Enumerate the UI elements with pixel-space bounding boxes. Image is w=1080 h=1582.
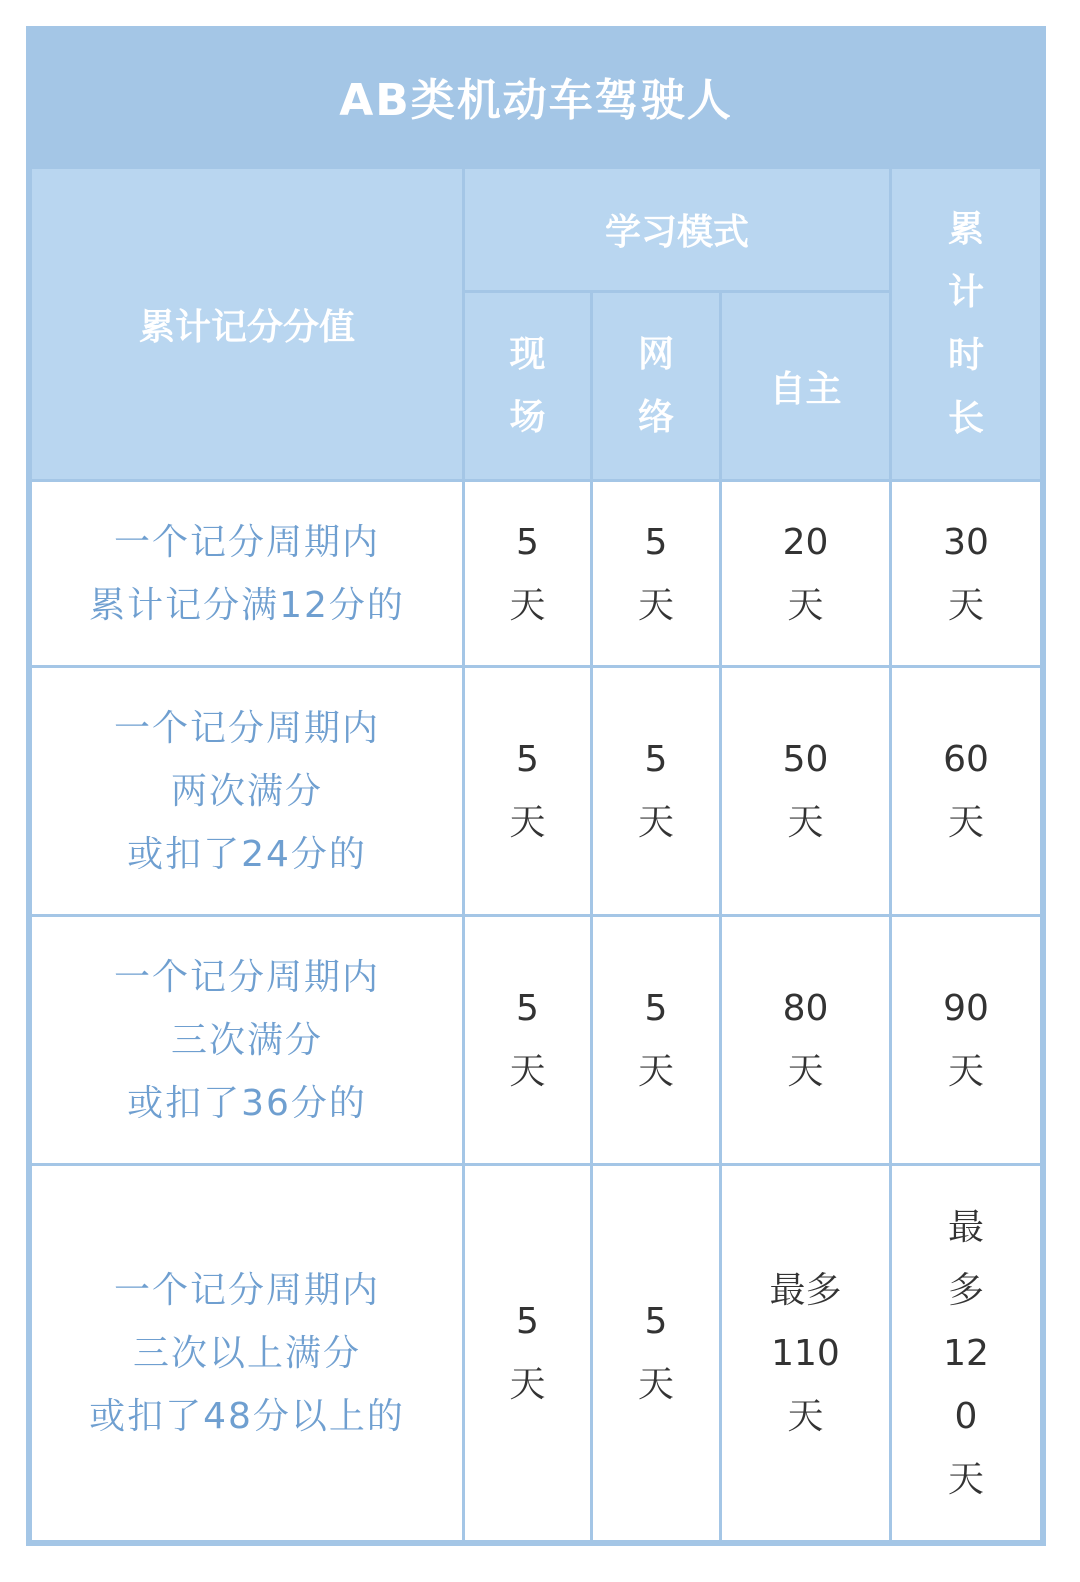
desc-line: 或扣了36分的 — [127, 1082, 367, 1124]
table-row-4-desc — [32, 1166, 462, 1540]
desc-line: 累计记分满12分的 — [89, 584, 405, 626]
table-row-4-online — [593, 1166, 719, 1540]
header-mode-online-label — [638, 323, 674, 449]
header-mode-online — [593, 293, 719, 479]
value-text: 多 — [947, 1269, 984, 1311]
value-text: 5 — [644, 988, 668, 1029]
value-text: 天 — [637, 1364, 674, 1405]
value-text: 天 — [787, 802, 824, 843]
table-row-1-total — [892, 482, 1040, 665]
table-frame — [26, 26, 1046, 1546]
header-study-mode-label: 学习模式 — [604, 212, 749, 253]
header-mode-self — [722, 293, 889, 479]
value-cell — [943, 977, 989, 1103]
value-text: 天 — [947, 802, 984, 843]
value-text: 5 — [644, 1301, 668, 1342]
value-text: 12 — [943, 1332, 989, 1374]
header-char: 累 — [947, 209, 984, 250]
header-char: 络 — [637, 397, 674, 438]
header-mode-onsite — [465, 293, 590, 479]
table-row-3-onsite — [465, 917, 590, 1163]
header-total-col — [892, 169, 1040, 479]
desc-line: 或扣了24分的 — [127, 833, 367, 875]
value-text: 天 — [947, 1458, 984, 1500]
table-row-2-total — [892, 668, 1040, 914]
table-row-1-online — [593, 482, 719, 665]
desc-line: 三次以上满分 — [132, 1332, 361, 1374]
desc-line: 一个记分周期内 — [113, 1269, 380, 1311]
header-char: 长 — [947, 398, 984, 439]
value-text: 5 — [516, 988, 539, 1029]
value-text: 天 — [637, 802, 674, 843]
row-description — [89, 511, 405, 637]
value-cell — [783, 728, 829, 854]
value-text: 5 — [516, 521, 539, 563]
value-text: 50 — [782, 739, 829, 780]
value-cell — [943, 728, 989, 854]
row-description — [114, 946, 380, 1135]
value-cell — [783, 511, 829, 637]
row-description — [114, 697, 380, 886]
table-row-2-desc — [32, 668, 462, 914]
header-char: 网 — [637, 334, 674, 375]
value-text: 天 — [787, 584, 824, 626]
header-char: 场 — [509, 397, 546, 438]
value-text: 5 — [516, 1301, 539, 1342]
header-total-col-label — [948, 198, 984, 450]
desc-line: 一个记分周期内 — [113, 521, 380, 563]
header-mode-self-label: 自主 — [769, 368, 842, 410]
value-text: 最 — [947, 1206, 984, 1248]
table-row-1-self — [722, 482, 889, 665]
desc-line: 两次满分 — [170, 770, 323, 812]
value-text: 天 — [787, 1051, 824, 1092]
table-row-4-onsite — [465, 1166, 590, 1540]
value-text: 5 — [644, 521, 668, 563]
value-cell — [638, 728, 674, 854]
table-row-4-total — [892, 1166, 1040, 1540]
value-cell — [509, 728, 545, 854]
row-description — [89, 1259, 405, 1448]
value-text: 天 — [509, 584, 546, 626]
header-score-col — [32, 169, 462, 479]
value-text: 5 — [516, 739, 539, 780]
table-row-3-self — [722, 917, 889, 1163]
value-text: 30 — [943, 521, 989, 563]
desc-line: 一个记分周期内 — [113, 956, 380, 998]
value-text: 110 — [771, 1332, 840, 1374]
value-cell — [769, 1259, 841, 1448]
value-cell — [509, 1290, 545, 1416]
table-row-2-self — [722, 668, 889, 914]
value-text: 80 — [782, 988, 829, 1029]
table-row-4-self — [722, 1166, 889, 1540]
desc-line: 或扣了48分以上的 — [89, 1395, 405, 1437]
table-row-3-total — [892, 917, 1040, 1163]
table-row-3-online — [593, 917, 719, 1163]
value-text: 5 — [644, 739, 668, 780]
table-row-3-desc — [32, 917, 462, 1163]
header-char: 现 — [509, 334, 546, 375]
value-text: 90 — [943, 988, 989, 1029]
value-cell — [638, 1290, 674, 1416]
value-cell — [509, 977, 545, 1103]
value-text: 天 — [947, 584, 984, 626]
value-text: 天 — [947, 1051, 984, 1092]
value-text: 天 — [787, 1395, 824, 1437]
value-text: 天 — [637, 584, 674, 626]
header-score-col-label: 累计记分分值 — [138, 306, 355, 348]
value-cell — [783, 977, 829, 1103]
value-text: 0 — [954, 1395, 978, 1437]
desc-line: 三次满分 — [170, 1019, 323, 1061]
value-text: 天 — [637, 1051, 674, 1092]
table-row-1-desc — [32, 482, 462, 665]
value-text: 60 — [943, 739, 989, 780]
value-cell — [638, 511, 674, 637]
header-char: 计 — [947, 272, 984, 313]
header-study-mode — [465, 169, 889, 290]
value-cell — [638, 977, 674, 1103]
value-text: 天 — [509, 1051, 546, 1092]
desc-line: 一个记分周期内 — [113, 707, 380, 749]
table-title: AB类机动车驾驶人 — [339, 75, 733, 126]
header-mode-onsite-label — [509, 323, 545, 449]
value-text: 天 — [509, 802, 546, 843]
value-cell — [509, 511, 545, 637]
value-cell — [943, 511, 989, 637]
value-text: 最多 — [769, 1269, 842, 1311]
value-text: 20 — [782, 521, 829, 563]
table-row-2-onsite — [465, 668, 590, 914]
header-char: 时 — [947, 335, 984, 376]
value-text: 天 — [509, 1364, 546, 1405]
table-row-2-online — [593, 668, 719, 914]
table-row-1-onsite — [465, 482, 590, 665]
value-cell — [943, 1196, 989, 1511]
